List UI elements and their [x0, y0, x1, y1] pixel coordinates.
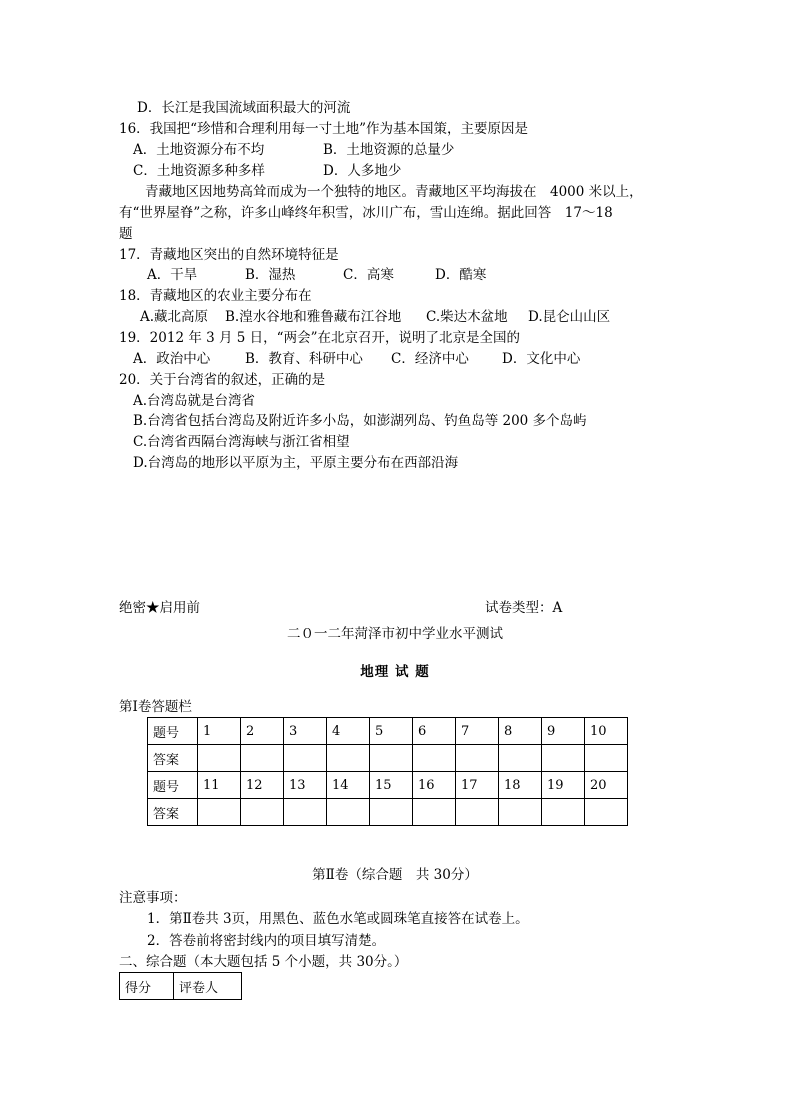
table-row: [148, 799, 628, 826]
q19-option-c: C．经济中心: [391, 351, 469, 367]
score-table: [119, 972, 242, 1000]
question-number: 5: [370, 718, 413, 745]
q16-options-row1: [133, 141, 693, 159]
q17-option-d: D．酷寒: [435, 267, 487, 283]
row-header: 题号: [148, 718, 198, 745]
q20-option-c: C.台湾省西隔台湾海峡与浙江省相望: [133, 434, 350, 450]
answer-cell[interactable]: [499, 799, 542, 826]
section-heading: 二、综合题（本大题包括 5 个小题，共 30分。）: [119, 954, 408, 970]
q18-options: [140, 308, 660, 326]
answer-cell[interactable]: [241, 799, 284, 826]
q20-stem: 20．关于台湾省的叙述，正确的是: [119, 372, 326, 388]
question-number: 8: [499, 718, 542, 745]
prev-question-option-d: D．长江是我国流域面积最大的河流: [137, 100, 351, 116]
row-header: 答案: [148, 745, 198, 772]
answer-cell[interactable]: [542, 799, 585, 826]
q17-option-a: A．干旱: [147, 267, 198, 283]
table-row: [120, 973, 242, 1000]
q16-option-c: C．土地资源多种多样: [133, 163, 265, 179]
row-header: 答案: [148, 799, 198, 826]
answer-cell[interactable]: [585, 745, 628, 772]
question-number: 1: [198, 718, 241, 745]
answer-cell[interactable]: [198, 799, 241, 826]
q16-option-b: B．土地资源的总量少: [323, 142, 455, 158]
q16-options-row2: [133, 162, 693, 180]
q18-option-b: B.湟水谷地和雅鲁藏布江谷地: [225, 309, 402, 325]
question-number: 9: [542, 718, 585, 745]
answer-cell[interactable]: [284, 745, 327, 772]
passage-line-3: 题: [119, 226, 133, 242]
question-number: 19: [542, 772, 585, 799]
answer-cell[interactable]: [370, 745, 413, 772]
passage-line-1: 青藏地区因地势高耸而成为一个独特的地区。青藏地区平均海拔在 4000 米以上，: [145, 184, 643, 200]
q17-option-c: C．高寒: [343, 267, 394, 283]
subject-title: 地理 试 题: [360, 664, 430, 680]
q19-option-d: D．文化中心: [502, 351, 581, 367]
exam-title: 二０一二年菏泽市初中学业水平测试: [287, 626, 503, 642]
paper-type: 试卷类型：A: [485, 600, 563, 616]
answer-cell[interactable]: [370, 799, 413, 826]
q19-option-b: B．教育、科研中心: [245, 351, 363, 367]
answer-cell[interactable]: [456, 799, 499, 826]
question-number: 3: [284, 718, 327, 745]
q18-stem: 18．青藏地区的农业主要分布在: [119, 288, 312, 304]
q19-stem: 19．2012 年 3 月 5 日，“两会”在北京召开，说明了北京是全国的: [119, 330, 520, 346]
answer-cell[interactable]: [241, 745, 284, 772]
part2-title: 第Ⅱ卷（综合题 共 30分）: [312, 867, 478, 883]
answer-cell[interactable]: [327, 745, 370, 772]
answer-cell[interactable]: [198, 745, 241, 772]
passage-line-2: 有“世界屋脊”之称，许多山峰终年积雪，冰川广布，雪山连绵。据此回答 17～18: [119, 205, 613, 221]
q17-option-b: B．湿热: [245, 267, 296, 283]
row-header: 题号: [148, 772, 198, 799]
answer-cell[interactable]: [585, 799, 628, 826]
q20-option-a: A.台湾岛就是台湾省: [133, 393, 256, 409]
q16-option-a: A．土地资源分布不均: [133, 142, 265, 158]
secret-label: 绝密★启用前: [119, 600, 200, 616]
q16-option-d: D．人多地少: [323, 163, 402, 179]
question-number: 15: [370, 772, 413, 799]
q16-stem: 16．我国把“珍惜和合理利用每一寸土地”作为基本国策，主要原因是: [119, 121, 528, 137]
q19-options: [133, 350, 693, 368]
q18-option-a: A.藏北高原: [140, 309, 209, 325]
answer-table-caption: 第Ⅰ卷答题栏: [119, 699, 192, 715]
answer-cell[interactable]: [413, 745, 456, 772]
answer-table: [147, 717, 628, 826]
answer-cell[interactable]: [456, 745, 499, 772]
q17-options: [147, 266, 667, 284]
question-number: 12: [241, 772, 284, 799]
q17-stem: 17．青藏地区突出的自然环境特征是: [119, 247, 339, 263]
question-number: 11: [198, 772, 241, 799]
note-1: 1．第Ⅱ卷共 3页，用黑色、蓝色水笔或圆珠笔直接答在试卷上。: [147, 911, 529, 927]
q18-option-c: C.柴达木盆地: [426, 309, 508, 325]
q20-option-b: B.台湾省包括台湾岛及附近许多小岛，如澎湖列岛、钓鱼岛等 200 多个岛屿: [133, 413, 587, 429]
table-row: [148, 772, 628, 799]
question-number: 10: [585, 718, 628, 745]
answer-cell[interactable]: [327, 799, 370, 826]
question-number: 20: [585, 772, 628, 799]
answer-cell[interactable]: [499, 745, 542, 772]
question-number: 16: [413, 772, 456, 799]
question-number: 6: [413, 718, 456, 745]
question-number: 13: [284, 772, 327, 799]
question-number: 2: [241, 718, 284, 745]
q19-option-a: A．政治中心: [133, 351, 211, 367]
question-number: 4: [327, 718, 370, 745]
question-number: 7: [456, 718, 499, 745]
q18-option-d: D.昆仑山山区: [528, 309, 611, 325]
grader-label: 评卷人: [174, 973, 242, 1000]
note-2: 2．答卷前将密封线内的项目填写清楚。: [147, 933, 386, 949]
answer-cell[interactable]: [413, 799, 456, 826]
table-row: [148, 718, 628, 745]
question-number: 18: [499, 772, 542, 799]
notes-heading: 注意事项：: [119, 890, 187, 906]
answer-cell[interactable]: [542, 745, 585, 772]
score-label: 得分: [120, 973, 174, 1000]
question-number: 14: [327, 772, 370, 799]
question-number: 17: [456, 772, 499, 799]
table-row: [148, 745, 628, 772]
answer-cell[interactable]: [284, 799, 327, 826]
q20-option-d: D.台湾岛的地形以平原为主，平原主要分布在西部沿海: [133, 455, 459, 471]
